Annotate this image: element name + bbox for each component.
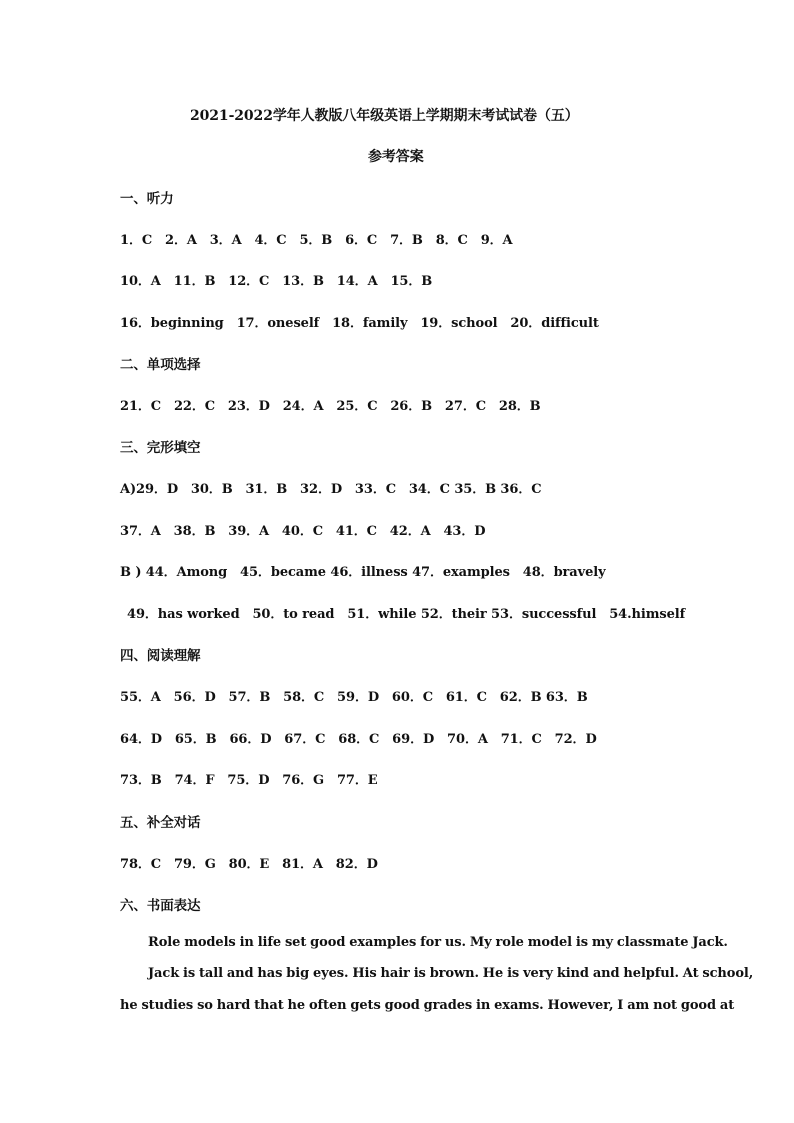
essay-line: he studies so hard that he often gets good grades in exams. However, I am not good at (120, 998, 735, 1013)
answer-row: 73．B 74．F 75．D 76．G 77．E (120, 773, 378, 788)
answer-row: B ) 44．Among 45．became 46．illness 47．examples 48．bravely (120, 565, 606, 580)
answer-row: 16．beginning 17．oneself 18．family 19．school 20．difficult (120, 316, 599, 331)
answer-row: 10．A 11．B 12．C 13．B 14．A 15．B (120, 274, 433, 289)
answer-row: 21．C 22．C 23．D 24．A 25．C 26．B 27．C 28．B (120, 399, 541, 414)
page-title: 2021-2022学年人教版八年级英语上学期期末考试试卷（五） (190, 108, 579, 124)
answer-row: 1．C 2．A 3．A 4．C 5．B 6．C 7．B 8．C 9．A (120, 233, 513, 248)
answer-row: 37．A 38．B 39．A 40．C 41．C 42．A 43．D (120, 524, 486, 539)
section-heading-reading: 四、阅读理解 (120, 648, 201, 664)
answer-row: 78．C 79．G 80．E 81．A 82．D (120, 857, 378, 872)
answer-row: A)29．D 30．B 31．B 32．D 33．C 34．C 35．B 36．C (120, 482, 542, 497)
answer-row: 49．has worked 50．to read 51．while 52．their 53．successful 54.himself (127, 607, 686, 622)
answer-row: 55．A 56．D 57．B 58．C 59．D 60．C 61．C 62．B 63．B (120, 690, 588, 705)
answer-row: 64．D 65．B 66．D 67．C 68．C 69．D 70．A 71．C 72．D (120, 732, 597, 747)
section-heading-dialogue: 五、补全对话 (120, 815, 201, 831)
essay-line: Role models in life set good examples for us. My role model is my classmate Jack. (148, 935, 728, 950)
section-heading-listening: 一、听力 (120, 191, 174, 207)
section-heading-single-choice: 二、单项选择 (120, 357, 201, 373)
page-subtitle: 参考答案 (368, 149, 424, 165)
section-heading-cloze: 三、完形填空 (120, 440, 201, 456)
section-heading-writing: 六、书面表达 (120, 898, 201, 914)
essay-line: Jack is tall and has big eyes. His hair is brown. He is very kind and helpful. At school, (148, 966, 754, 981)
